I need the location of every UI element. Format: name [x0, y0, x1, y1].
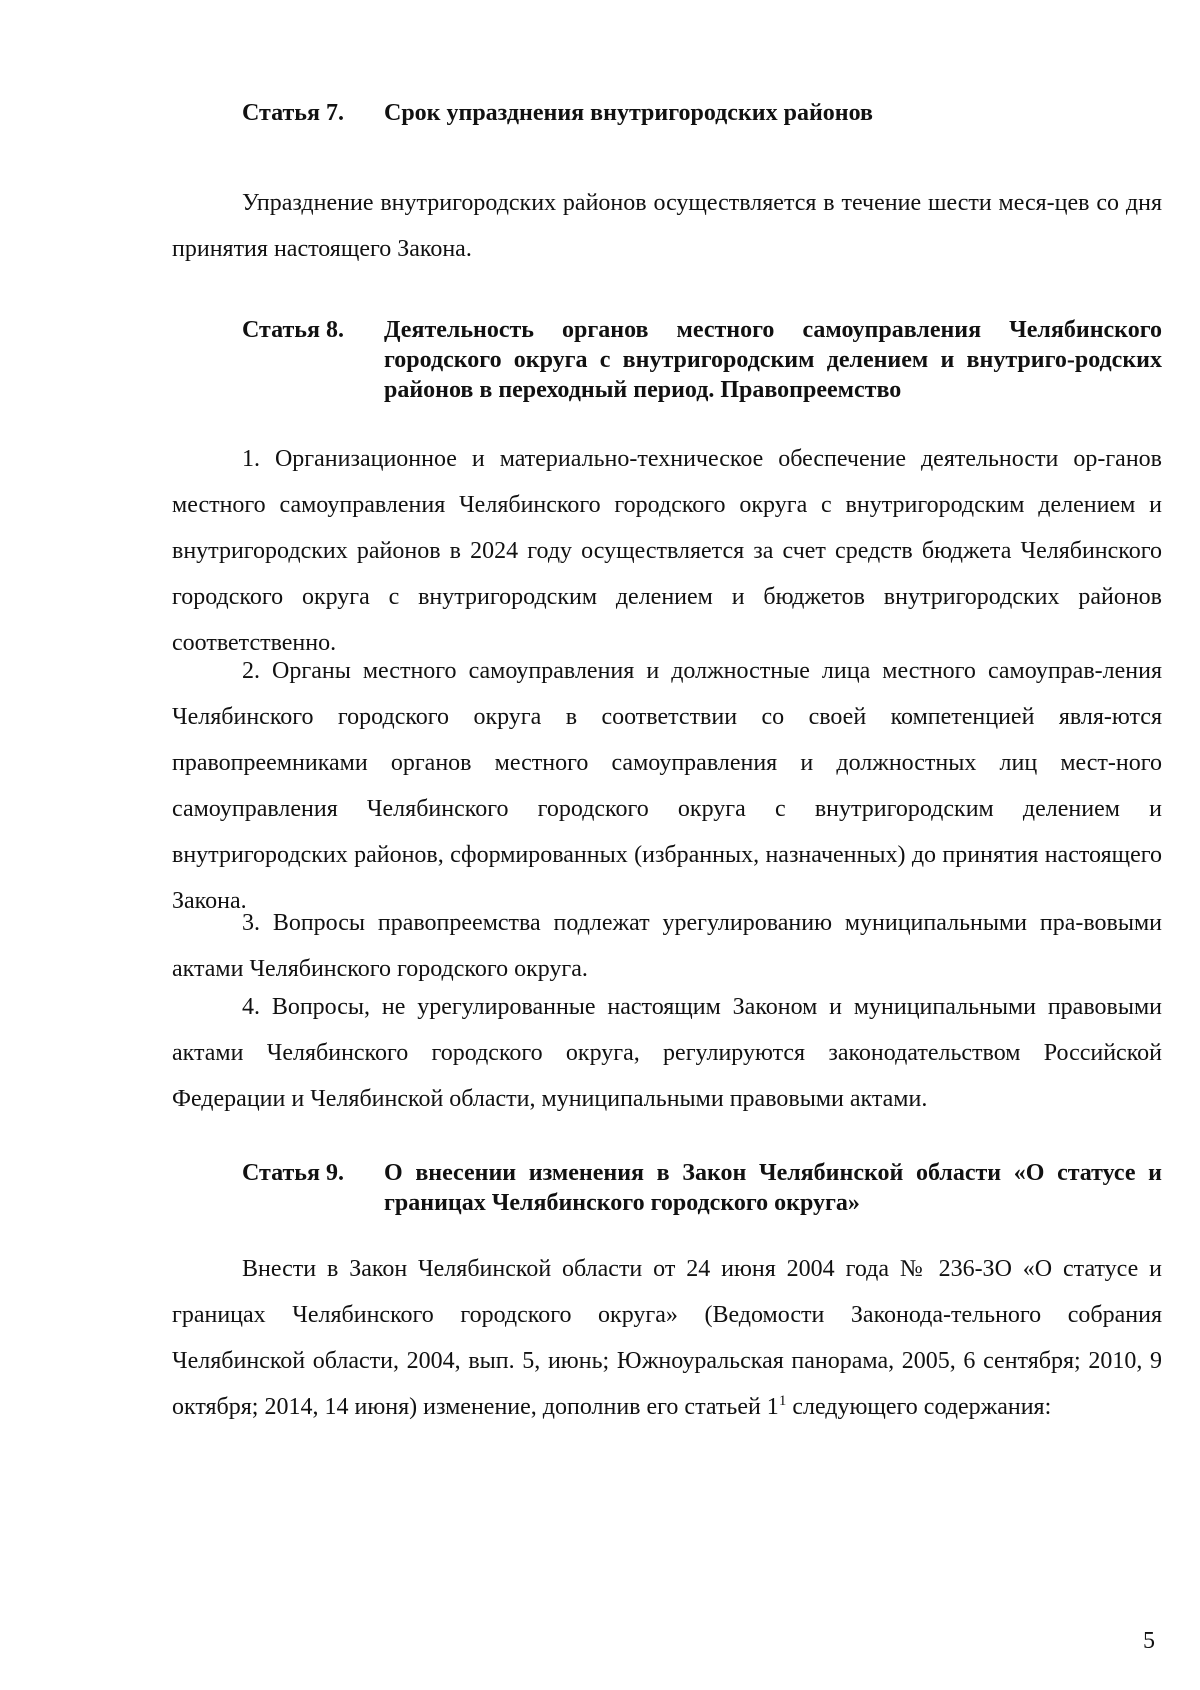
article-8-paragraph-3: 3. Вопросы правопреемства подлежат урегулированию муниципальными пра-вовыми актами Челябинского городского округа. — [172, 910, 1162, 982]
article-7-title: Срок упразднения внутригородских районов — [384, 100, 873, 126]
article-8-number: Статья 8. — [242, 317, 344, 343]
article-7-paragraph-1: Упразднение внутригородских районов осуществляется в течение шести меся-цев со дня принятия настоящего Закона. — [172, 190, 1162, 262]
article-number-superscript: 1 — [778, 1393, 787, 1409]
article-8-paragraph-2: 2. Органы местного самоуправления и должностные лица местного самоуправ-ления Челябинского городского округа в соответствии со своей компетенцией явля-ются правопреемниками органов местного самоуправления и должностных лиц мест-ного самоуправления Челябинского городского округа с внутригородским делением и внутригородских районов, сформированных (избранных, назначенных) до принятия настоящего Закона. — [172, 658, 1162, 914]
page-number: 5 — [1143, 1628, 1155, 1654]
article-9-heading — [242, 1158, 1162, 1218]
article-7-number: Статья 7. — [242, 100, 344, 126]
article-9-paragraph-text: Внести в Закон Челябинской области от 24 июня 2004 года № 236-ЗО «О статусе и границах Челябинского городского округа» (Ведомости Законода-тельного собрания Челябинской области, 2004, вып. 5, июнь; Южноуральская панорама, 2005, 6 сентября; 2010, 9 октября; 2014, 14 июня) изменение, дополнив его статьей 1 — [172, 1256, 1162, 1420]
article-8-title: Деятельность органов местного самоуправления Челябинского городского округа с внутригородским делением и внутриго-родских районов в переходный период. Правопреемство — [384, 317, 1162, 403]
article-8-paragraph-1: 1. Организационное и материально-техническое обеспечение деятельности ор-ганов местного самоуправления Челябинского городского округа с внутригородским делением и внутригородских районов в 2024 году осуществляется за счет средств бюджета Челябинского городского округа с внутригородским делением и бюджетов внутригородских районов соответственно. — [172, 446, 1162, 656]
article-9-paragraph-1 — [172, 1246, 1162, 1430]
article-9-paragraph-tail: следующего содержания: — [786, 1394, 1052, 1420]
article-8-heading — [242, 315, 1162, 405]
article-8-paragraph-4: 4. Вопросы, не урегулированные настоящим Законом и муниципальными правовыми актами Челябинского городского округа, регулируются законодательством Российской Федерации и Челябинской области, муниципальными правовыми актами. — [172, 994, 1162, 1112]
article-9-number: Статья 9. — [242, 1160, 344, 1186]
article-7-heading — [242, 98, 1162, 128]
article-9-title: О внесении изменения в Закон Челябинской области «О статусе и границах Челябинского городского округа» — [384, 1160, 1162, 1216]
